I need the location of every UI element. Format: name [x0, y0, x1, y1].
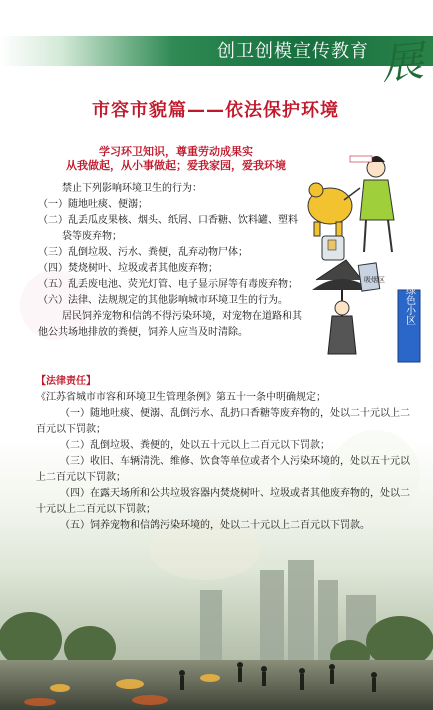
header-title: 创卫创模宣传教育	[217, 41, 369, 62]
city-plaza-photo	[0, 560, 433, 710]
pets-paragraph: 居民饲养宠物和信鸽不得污染环境，对宠物在道路和其他公共场地排放的粪便，饲养人应当及时清除。	[38, 311, 302, 338]
green-community-label: 绿色小区	[403, 285, 415, 325]
list-item: （六）法律、法规规定的其他影响城市环境卫生的行为。	[38, 295, 288, 306]
list-item: （三）收旧、车辆清洗、维修、饮食等单位或者个人污染环境的，处以五十元以上二百元以下罚款；	[36, 456, 410, 483]
list-item: （一）随地吐痰、便溺、乱倒污水、乱扔口香糖等废弃物的，处以二十元以上二百元以下罚款；	[36, 408, 410, 435]
list-item: （二）乱倒垃圾、粪便的，处以五十元以上二百元以下罚款；	[60, 440, 330, 451]
list-item: （五）饲养宠物和信鸽污染环境的，处以二十元以上二百元以下罚款。	[60, 520, 370, 531]
list-item: （三）乱倒垃圾、污水、粪便，乱弃动物尸体；	[38, 247, 248, 258]
list-item: （二）乱丢瓜皮果核、烟头、纸屑、口香糖、饮料罐、塑料袋等废弃物；	[38, 215, 298, 242]
header-calligraphy-glyph: 展	[378, 35, 426, 90]
slogan-line: 学习环卫知识，尊重劳动成果实	[99, 145, 253, 158]
page-title: 市容市貌篇——依法保护环境	[92, 100, 339, 121]
green-community-banner	[398, 285, 420, 362]
slogan-line: 从我做起，从小事做起；爱我家园，爱我环境	[66, 159, 286, 172]
legal-liability-section	[36, 374, 416, 534]
list-item: （一）随地吐痰、便溺；	[38, 199, 148, 210]
list-item: （五）乱丢废电池、荧光灯管、电子显示屏等有毒废弃物；	[38, 279, 298, 290]
section-heading: 【法律责任】	[36, 376, 96, 387]
header-banner	[0, 35, 433, 90]
smoking-sign-label: 吸烟区	[364, 276, 385, 284]
section-intro: 禁止下列影响环境卫生的行为：	[62, 183, 202, 194]
smoking-area-cartoon	[312, 260, 385, 354]
list-item: （四）在露天场所和公共垃圾容器内焚烧树叶、垃圾或者其他废弃物的，处以二十元以上二百元以下罚款；	[36, 488, 410, 515]
prohibited-behaviors-section	[38, 181, 304, 341]
section-intro: 《江苏省城市市容和环境卫生管理条例》第五十一条中明确规定；	[36, 392, 326, 403]
slogans	[46, 145, 306, 173]
list-item: （四）焚烧树叶、垃圾或者其他废弃物；	[38, 263, 218, 274]
pet-owner-cartoon	[308, 156, 394, 260]
cartoon-illustration	[302, 140, 428, 370]
